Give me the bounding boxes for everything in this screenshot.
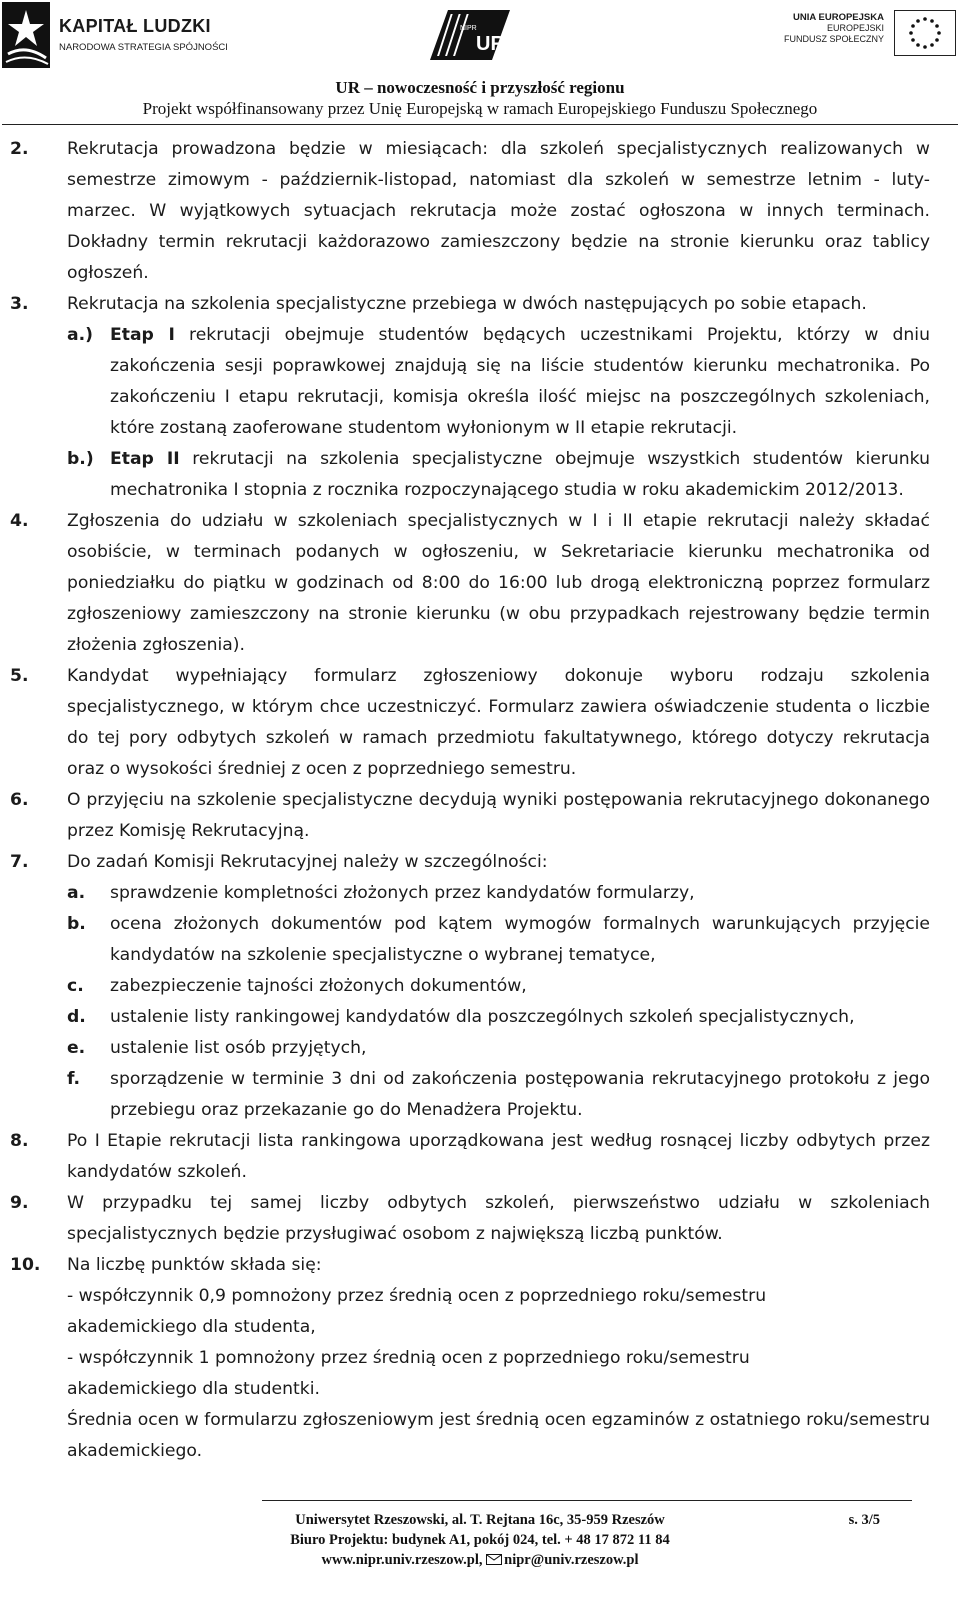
sub-item-b: [67, 444, 930, 506]
eu-text: [784, 12, 884, 45]
item-number: 4.: [10, 511, 29, 531]
sub-item-a: [67, 878, 930, 909]
formula-line-4: akademickiego dla studentki.: [67, 1379, 320, 1399]
header-divider: [2, 124, 958, 125]
footer-contact: [0, 1550, 960, 1570]
sub-item-label: e.: [67, 1038, 86, 1058]
item-number: 8.: [10, 1131, 29, 1151]
formula-line-1: - współczynnik 0,9 pomnożony przez średnią ocen z poprzedniego roku/semestru: [67, 1286, 767, 1306]
etap-label: Etap II: [110, 449, 180, 469]
item-number: 9.: [10, 1193, 29, 1213]
document-body: [10, 134, 930, 1467]
sub-item-text: rekrutacji na szkolenia specjalistyczne obejmuje wszystkich studentów kierunku mechatronika I stopnia z rocznika rozpoczynającego studia w roku akademickim 2012/2013.: [110, 449, 931, 500]
sub-item-d: [67, 1002, 930, 1033]
sub-item-c: [67, 971, 930, 1002]
sub-item-label: b.): [67, 449, 94, 469]
list-item-8: [10, 1126, 930, 1188]
nipr-label: NIPR: [460, 25, 477, 32]
footer-divider: [262, 1500, 912, 1501]
sub-item-label: c.: [67, 976, 84, 996]
etap-label: Etap I: [110, 325, 175, 345]
list-item-7-subs: [10, 878, 930, 1126]
list-item-9: [10, 1188, 930, 1250]
item-number: 2.: [10, 139, 29, 159]
average-note: Średnia ocen w formularzu zgłoszeniowym jest średnią ocen egzaminów z ostatniego roku/semestru akademickiego.: [67, 1410, 930, 1461]
item-text: W przypadku tej samej liczby odbytych szkoleń, pierwszeństwo udziału w szkoleniach specjalistycznych będzie przysługiwać osobom z największą liczbą punktów.: [67, 1193, 930, 1244]
formula-line-3: - współczynnik 1 pomnożony przez średnią ocen z poprzedniego roku/semestru: [67, 1348, 750, 1368]
item-number: 10.: [10, 1255, 41, 1275]
header-project: Projekt współfinansowany przez Unię Europejską w ramach Europejskiego Funduszu Społecznego: [142, 99, 818, 118]
item-number: 5.: [10, 666, 29, 686]
list-item-3-subs: [10, 320, 930, 506]
sub-item-text: sporządzenie w terminie 3 dni od zakończenia postępowania rekrutacyjnego protokołu z jego przebiegu oraz przekazanie go do Menadżera Projektu.: [110, 1069, 930, 1120]
item-text: O przyjęciu na szkolenie specjalistyczne decydują wyniki postępowania rekrutacyjnego dokonanego przez Komisję Rekrutacyjną.: [67, 790, 930, 841]
envelope-icon: [486, 1554, 502, 1565]
item-text: Rekrutacja prowadzona będzie w miesiącach: dla szkoleń specjalistycznych realizowanych w semestrze zimowym - październik-listopad, natomiast dla szkoleń w semestrze letnim - luty-marzec. W wyjątkowych sytuacjach rekrutacja może zostać ogłoszona w innych terminach. Dokładny termin rekrutacji każdorazowo zamieszczony będzie na stronie kierunku oraz tablicy ogłoszeń.: [67, 139, 930, 283]
item-text: Kandydat wypełniający formularz zgłoszeniowy dokonuje wyboru rodzaju szkolenia specjalistycznego, w którym chce uczestniczyć. Formularz zawiera oświadczenie studenta o liczbie do tej pory odbytych szkoleń w ramach przedmiotu fakultatywnego, którego dotyczy rekrutacja oraz o wysokości średniej z ocen z poprzedniego semestru.: [67, 666, 930, 779]
item-text: Do zadań Komisji Rekrutacyjnej należy w szczególności:: [67, 852, 548, 872]
kapital-ludzki-logo: [2, 2, 228, 72]
page-footer: [0, 1510, 960, 1570]
sub-item-f: [67, 1064, 930, 1126]
footer-website-link[interactable]: www.nipr.univ.rzeszow.pl,: [321, 1552, 483, 1568]
item-text: Na liczbę punktów składa się:: [67, 1255, 322, 1275]
list-item-3: [10, 289, 930, 320]
eu-line-2: EUROPEJSKI: [826, 23, 884, 33]
kapital-ludzki-subtitle: NARODOWA STRATEGIA SPÓJNOŚCI: [59, 42, 228, 53]
list-item-4: [10, 506, 930, 661]
footer-address: Uniwersytet Rzeszowski, al. T. Rejtana 16c, 35-959 Rzeszów: [295, 1512, 665, 1528]
item-number: 3.: [10, 294, 29, 314]
sub-item-text: rekrutacji obejmuje studentów będących uczestnikami Projektu, którzy w dniu zakończenia sesji poprawkowej znajdują się na liście studentów kierunku mechatronika. Po zakończeniu I etapu rekrutacji, komisja określa ilość miejsc na poszczególnych szkoleniach, które zostaną zaoferowane studentom wyłonionym w II etapie rekrutacji.: [110, 325, 930, 438]
sub-item-text: ocena złożonych dokumentów pod kątem wymogów formalnych warunkujących przyjęcie kandydatów na szkolenie specjalistyczne o wybranej tematyce,: [110, 914, 930, 965]
item-text: Rekrutacja na szkolenia specjalistyczne przebiega w dwóch następujących po sobie etapach.: [67, 294, 867, 314]
list-item-6: [10, 785, 930, 847]
kapital-ludzki-title: KAPITAŁ LUDZKI: [59, 16, 211, 36]
sub-item-text: ustalenie list osób przyjętych,: [110, 1038, 367, 1058]
eu-logo: [768, 8, 958, 68]
sub-item-b: [67, 909, 930, 971]
header-tagline: UR – nowoczesność i przyszłość regionu: [335, 78, 625, 97]
list-item-5: [10, 661, 930, 785]
sub-item-label: f.: [67, 1069, 81, 1089]
sub-item-text: ustalenie listy rankingowej kandydatów dla poszczególnych szkoleń specjalistycznych,: [110, 1007, 855, 1027]
page-number: s. 3/5: [848, 1512, 880, 1528]
nipr-logo: [430, 10, 510, 60]
list-item-7: [10, 847, 930, 878]
footer-office: Biuro Projektu: budynek A1, pokój 024, tel. + 48 17 872 11 84: [290, 1532, 670, 1548]
formula-line-2: akademickiego dla studenta,: [67, 1317, 316, 1337]
item-number: 7.: [10, 852, 29, 872]
sub-item-e: [67, 1033, 930, 1064]
sub-item-label: d.: [67, 1007, 86, 1027]
item-number: 6.: [10, 790, 29, 810]
sub-item-label: a.: [67, 883, 86, 903]
sub-item-text: zabezpieczenie tajności złożonych dokumentów,: [110, 976, 527, 996]
eu-flag-icon: [894, 10, 956, 56]
kapital-ludzki-emblem-icon: [2, 2, 54, 70]
nipr-emblem-icon: [430, 10, 510, 60]
item-text: Zgłoszenia do udziału w szkoleniach specjalistycznych w I i II etapie rekrutacji należy składać osobiście, w terminach podanych w ogłoszeniu, w Sekretariacie kierunku mechatronika od poniedziałku do piątku w godzinach od 8:00 do 16:00 lub drogą elektroniczną poprzez formularz zgłoszeniowy zamieszczony na stronie kierunku (w obu przypadkach rejestrowany będzie termin złożenia zgłoszenia).: [67, 511, 930, 655]
page-header: [0, 0, 960, 130]
item-text: Po I Etapie rekrutacji lista rankingowa uporządkowana jest według rosnącej liczby odbytych przez kandydatów szkoleń.: [67, 1131, 930, 1182]
list-item-2: [10, 134, 930, 289]
list-item-10: [10, 1250, 930, 1467]
sub-item-label: b.: [67, 914, 86, 934]
sub-item-text: sprawdzenie kompletności złożonych przez kandydatów formularzy,: [110, 883, 695, 903]
sub-item-label: a.): [67, 325, 93, 345]
svg-text:UR: UR: [476, 33, 505, 55]
sub-item-a: [67, 320, 930, 444]
eu-line-3: FUNDUSZ SPOŁECZNY: [783, 34, 884, 44]
eu-line-1: UNIA EUROPEJSKA: [793, 12, 884, 23]
footer-email-link[interactable]: nipr@univ.rzeszow.pl: [504, 1552, 639, 1568]
